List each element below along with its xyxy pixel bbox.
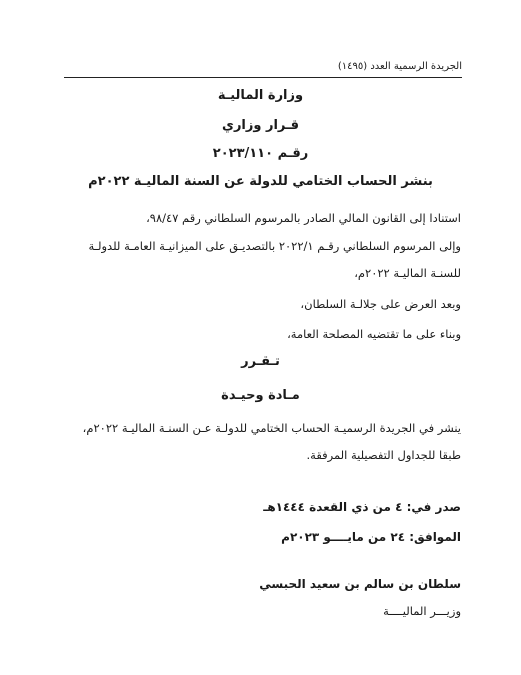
preamble-sultan: وبعد العرض على جلالـة السلطان،	[300, 297, 461, 311]
article-text-line2: طبقا للجداول التفصيلية المرفقة.	[306, 448, 461, 462]
preamble-public-interest: وبناء على ما تقتضيه المصلحة العامة،	[287, 327, 461, 341]
article-heading: مـادة وحيـدة	[221, 388, 300, 403]
issue-date-hijri: صدر في: ٤ من ذي القعدة ١٤٤٤هـ	[263, 500, 461, 514]
gazette-issue: الجريدة الرسمية العدد (١٤٩٥)	[337, 61, 462, 72]
gazette-header	[64, 60, 462, 78]
article-text-line1: ينشر في الجريدة الرسميـة الحساب الختامي للدولـة عـن السنـة الماليـة ٢٠٢٢م،	[82, 421, 461, 435]
decision-title: بنشر الحساب الختامي للدولة عن السنة الماليـة ٢٠٢٢م	[88, 174, 433, 189]
issue-date-gregorian: الموافق: ٢٤ من مايــــو ٢٠٢٣م	[281, 530, 461, 544]
signatory-name: سلطان بن سالم بن سعيد الحبسي	[259, 577, 461, 591]
preamble-law-reference: استنادا إلى القانون المالي الصادر بالمرسوم السلطاني رقم ٩٨/٤٧،	[146, 211, 461, 225]
ministry-name: وزارة الماليـة	[217, 88, 304, 103]
decision-number: رقـم ٢٠٢٣/١١٠	[212, 146, 309, 161]
preamble-decree-line2: للسنـة الماليـة ٢٠٢٢م،	[354, 266, 461, 280]
preamble-decree-line1: وإلى المرسوم السلطاني رقـم ٢٠٢٢/١ بالتصديـق على الميزانيـة العامـة للدولـة	[88, 239, 461, 253]
decision-type: قـرار وزاري	[222, 118, 299, 133]
decides-heading: تـقـرر	[241, 354, 280, 369]
signatory-position: وزيـــر الماليــــة	[383, 604, 461, 618]
